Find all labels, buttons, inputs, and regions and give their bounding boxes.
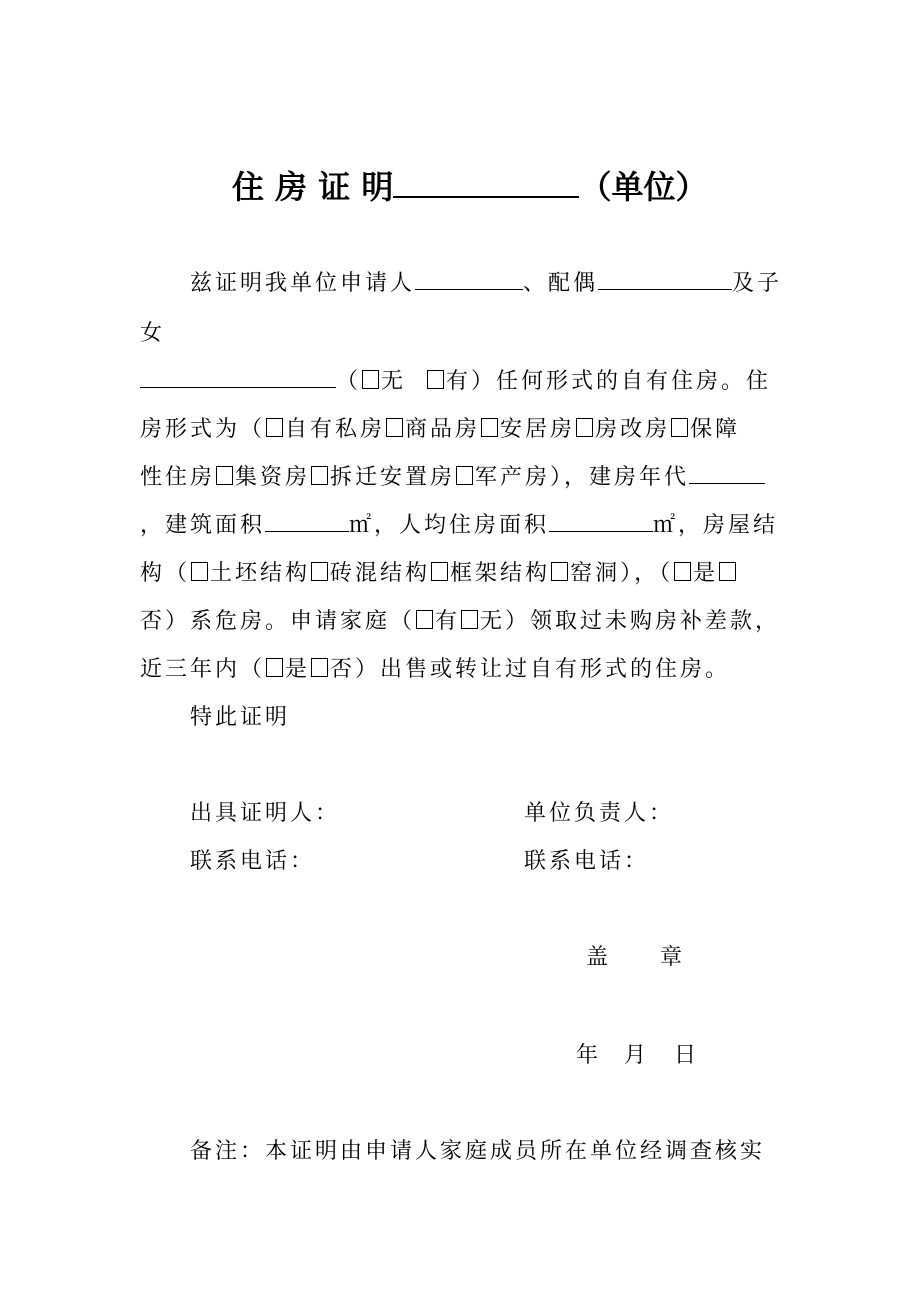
label-subsidy-no: 无）领取过未购房补差款， — [480, 609, 781, 634]
checkbox-sold-no[interactable] — [311, 658, 328, 677]
build-year-blank[interactable] — [689, 461, 765, 484]
text-per-capita-area-label: ㎡，人均住房面积 — [349, 513, 550, 538]
issuer-label: 出具证明人： — [190, 801, 341, 826]
unit-name-blank[interactable] — [393, 166, 579, 198]
label-sold-yes: 是 — [285, 657, 311, 682]
label-dangerous-yes: 是 — [693, 561, 719, 586]
document-title — [232, 162, 707, 208]
checkbox-frame-structure[interactable] — [431, 562, 448, 581]
title-heading: 住 房 证 明 — [232, 168, 394, 206]
body-line-4 — [140, 412, 740, 443]
label-private-house: 自有私房 — [285, 417, 386, 442]
checkbox-relocation-house[interactable] — [311, 466, 328, 485]
label-adobe-structure: 土坯结构 — [210, 561, 311, 586]
text-spouse-label: 、配偶 — [523, 271, 599, 296]
seal-label-b: 章 — [660, 945, 686, 970]
label-relocation-house: 拆迁安置房 — [330, 465, 456, 490]
body-line-9 — [140, 652, 730, 683]
checkbox-subsidy-yes[interactable] — [416, 610, 433, 629]
applicant-name-blank[interactable] — [415, 267, 523, 290]
label-has-house: 有）任何形式的自有住房。住 — [446, 369, 772, 394]
checkbox-comfort-house[interactable] — [481, 418, 498, 437]
body-line-3 — [140, 364, 771, 395]
closing-text: 特此证明 — [190, 705, 291, 730]
label-cave-dwelling: 窑洞），（ — [570, 561, 674, 586]
text-children-label: 及子 — [732, 271, 783, 296]
checkbox-brick-structure[interactable] — [311, 562, 328, 581]
per-capita-area-blank[interactable] — [549, 509, 653, 532]
label-frame-structure: 框架结构 — [450, 561, 551, 586]
body-line-2 — [140, 316, 165, 347]
unit-head-phone-label: 联系电话： — [524, 849, 650, 874]
body-line-6 — [140, 508, 778, 539]
checkbox-has-house[interactable] — [427, 370, 444, 389]
floor-area-blank[interactable] — [265, 509, 349, 532]
checkbox-adobe-structure[interactable] — [191, 562, 208, 581]
body-line-8 — [140, 604, 780, 635]
label-commercial-house: 商品房 — [405, 417, 481, 442]
text-sold-label: 近三年内（ — [140, 657, 266, 682]
checkbox-commercial-house[interactable] — [386, 418, 403, 437]
checkbox-sold-yes[interactable] — [266, 658, 283, 677]
label-sold-no: 否）出售或转让过自有形式的住房。 — [330, 657, 731, 682]
children-name-blank[interactable] — [140, 365, 336, 388]
body-line-5 — [140, 460, 765, 491]
label-reform-house: 房改房 — [595, 417, 671, 442]
label-dangerous-no: 否）系危房。申请家庭（ — [140, 609, 416, 634]
checkbox-no-house[interactable] — [362, 370, 379, 389]
checkbox-cave-dwelling[interactable] — [551, 562, 568, 581]
checkbox-private-house[interactable] — [266, 418, 283, 437]
checkbox-reform-house[interactable] — [576, 418, 593, 437]
spouse-name-blank[interactable] — [598, 267, 732, 290]
label-brick-structure: 砖混结构 — [330, 561, 431, 586]
date-month-label: 月 — [624, 1043, 650, 1068]
checkbox-collective-house[interactable] — [216, 466, 233, 485]
text-applicant-label: 兹证明我单位申请人 — [190, 271, 416, 296]
checkbox-affordable-house[interactable] — [671, 418, 688, 437]
unit-head-label: 单位负责人： — [524, 801, 675, 826]
label-military-house: 军产房），建房年代 — [475, 465, 690, 490]
text-structure-label: ㎡，房屋结 — [653, 513, 779, 538]
body-line-1 — [190, 266, 782, 297]
label-no-house: 无 — [381, 369, 407, 394]
checkbox-dangerous-no[interactable] — [719, 562, 736, 581]
text-paren-open: （ — [336, 369, 362, 394]
date-day-label: 日 — [674, 1043, 700, 1068]
title-unit-suffix: （单位） — [579, 168, 708, 206]
label-collective-house: 集资房 — [235, 465, 311, 490]
footnote: 备注：本证明由申请人家庭成员所在单位经调查核实 — [190, 1139, 766, 1164]
seal-label-a: 盖 — [586, 945, 612, 970]
label-affordable-house-cont: 性住房 — [140, 465, 216, 490]
label-affordable-house: 保障 — [690, 417, 741, 442]
checkbox-military-house[interactable] — [456, 466, 473, 485]
body-line-7 — [140, 556, 738, 587]
text-children-label-cont: 女 — [140, 321, 166, 346]
checkbox-subsidy-no[interactable] — [461, 610, 478, 629]
checkbox-dangerous-yes[interactable] — [674, 562, 691, 581]
label-comfort-house: 安居房 — [500, 417, 576, 442]
text-house-type-label: 房形式为（ — [140, 417, 266, 442]
text-floor-area-label: ，建筑面积 — [140, 513, 266, 538]
issuer-phone-label: 联系电话： — [190, 849, 316, 874]
text-structure-label-cont: 构（ — [140, 561, 191, 586]
date-year-label: 年 — [576, 1043, 602, 1068]
label-subsidy-yes: 有 — [435, 609, 461, 634]
